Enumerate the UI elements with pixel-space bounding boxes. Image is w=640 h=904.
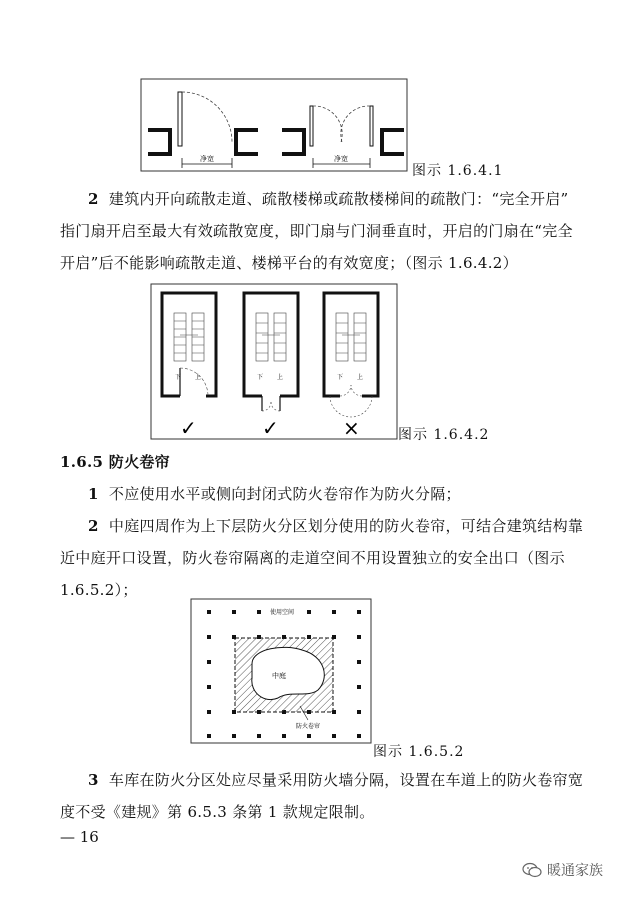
page-number: — 16 <box>60 828 99 846</box>
fig3-label-space: 使用空间 <box>270 609 295 616</box>
stairwell-plan <box>244 293 298 411</box>
wechat-icon <box>522 862 542 878</box>
stairwell-plan <box>162 293 216 396</box>
paragraph-line: 近中庭开口设置，防火卷帘隔离的走道空间不用设置独立的安全出口（图示 <box>60 549 565 567</box>
fig1-label-right: 净宽 <box>334 155 348 163</box>
paragraph-line: 车库在防火分区处应尽量采用防火墙分隔，设置在车道上的防火卷帘宽 <box>108 771 584 789</box>
paragraph-line: 度不受《建规》第 6.5.3 条第 1 款规定限制。 <box>60 803 375 821</box>
item-number: 1 <box>88 485 99 503</box>
paragraph-evacuation-door <box>60 183 600 279</box>
stairwell-plan <box>324 293 378 417</box>
figure-door-width <box>140 78 420 183</box>
section-heading: 1.6.5 防火卷帘 <box>60 453 170 471</box>
watermark <box>522 860 603 880</box>
paragraph-line: 指门扇开启至最大有效疏散宽度，即门扇与门洞垂直时，开启的门扇在“完全 <box>60 222 573 240</box>
cross-mark: × <box>343 416 360 440</box>
check-mark: ✓ <box>180 416 197 440</box>
paragraph-garage-curtain <box>60 764 600 828</box>
up-label: 上 <box>277 374 284 381</box>
fig3-label-court: 中庭 <box>272 672 286 680</box>
paragraph-line: 1.6.5.2）； <box>60 581 138 599</box>
check-mark: ✓ <box>262 416 279 440</box>
up-label: 上 <box>195 374 202 381</box>
figure-atrium-curtain <box>190 598 375 748</box>
down-label: 下 <box>175 374 182 381</box>
figure-caption: 图示 1.6.4.1 <box>412 163 504 179</box>
paragraph-line: 不应使用水平或侧向封闭式防火卷帘作为防火分隔； <box>108 485 461 503</box>
down-label: 下 <box>337 374 344 381</box>
item-number: 3 <box>88 771 99 789</box>
figure-stair-doors <box>150 283 400 443</box>
figure-caption: 图示 1.6.5.2 <box>373 744 465 760</box>
fig3-label-curtain: 防火卷帘 <box>296 723 321 730</box>
paragraph-line: 中庭四周作为上下层防火分区划分使用的防火卷帘，可结合建筑结构靠 <box>108 517 584 535</box>
item-number: 2 <box>88 517 99 535</box>
fig1-label-left: 净宽 <box>200 155 214 163</box>
down-label: 下 <box>257 374 264 381</box>
up-label: 上 <box>357 374 364 381</box>
item-number: 2 <box>88 190 99 208</box>
paragraph-line: 开启”后不能影响疏散走道、楼梯平台的有效宽度；（图示 1.6.4.2） <box>60 254 518 272</box>
watermark-text: 暖通家族 <box>547 863 603 879</box>
figure-caption: 图示 1.6.4.2 <box>398 427 490 443</box>
paragraph-line: 建筑内开向疏散走道、疏散楼梯或疏散楼梯间的疏散门：“完全开启” <box>108 190 569 208</box>
section-body <box>60 478 600 606</box>
